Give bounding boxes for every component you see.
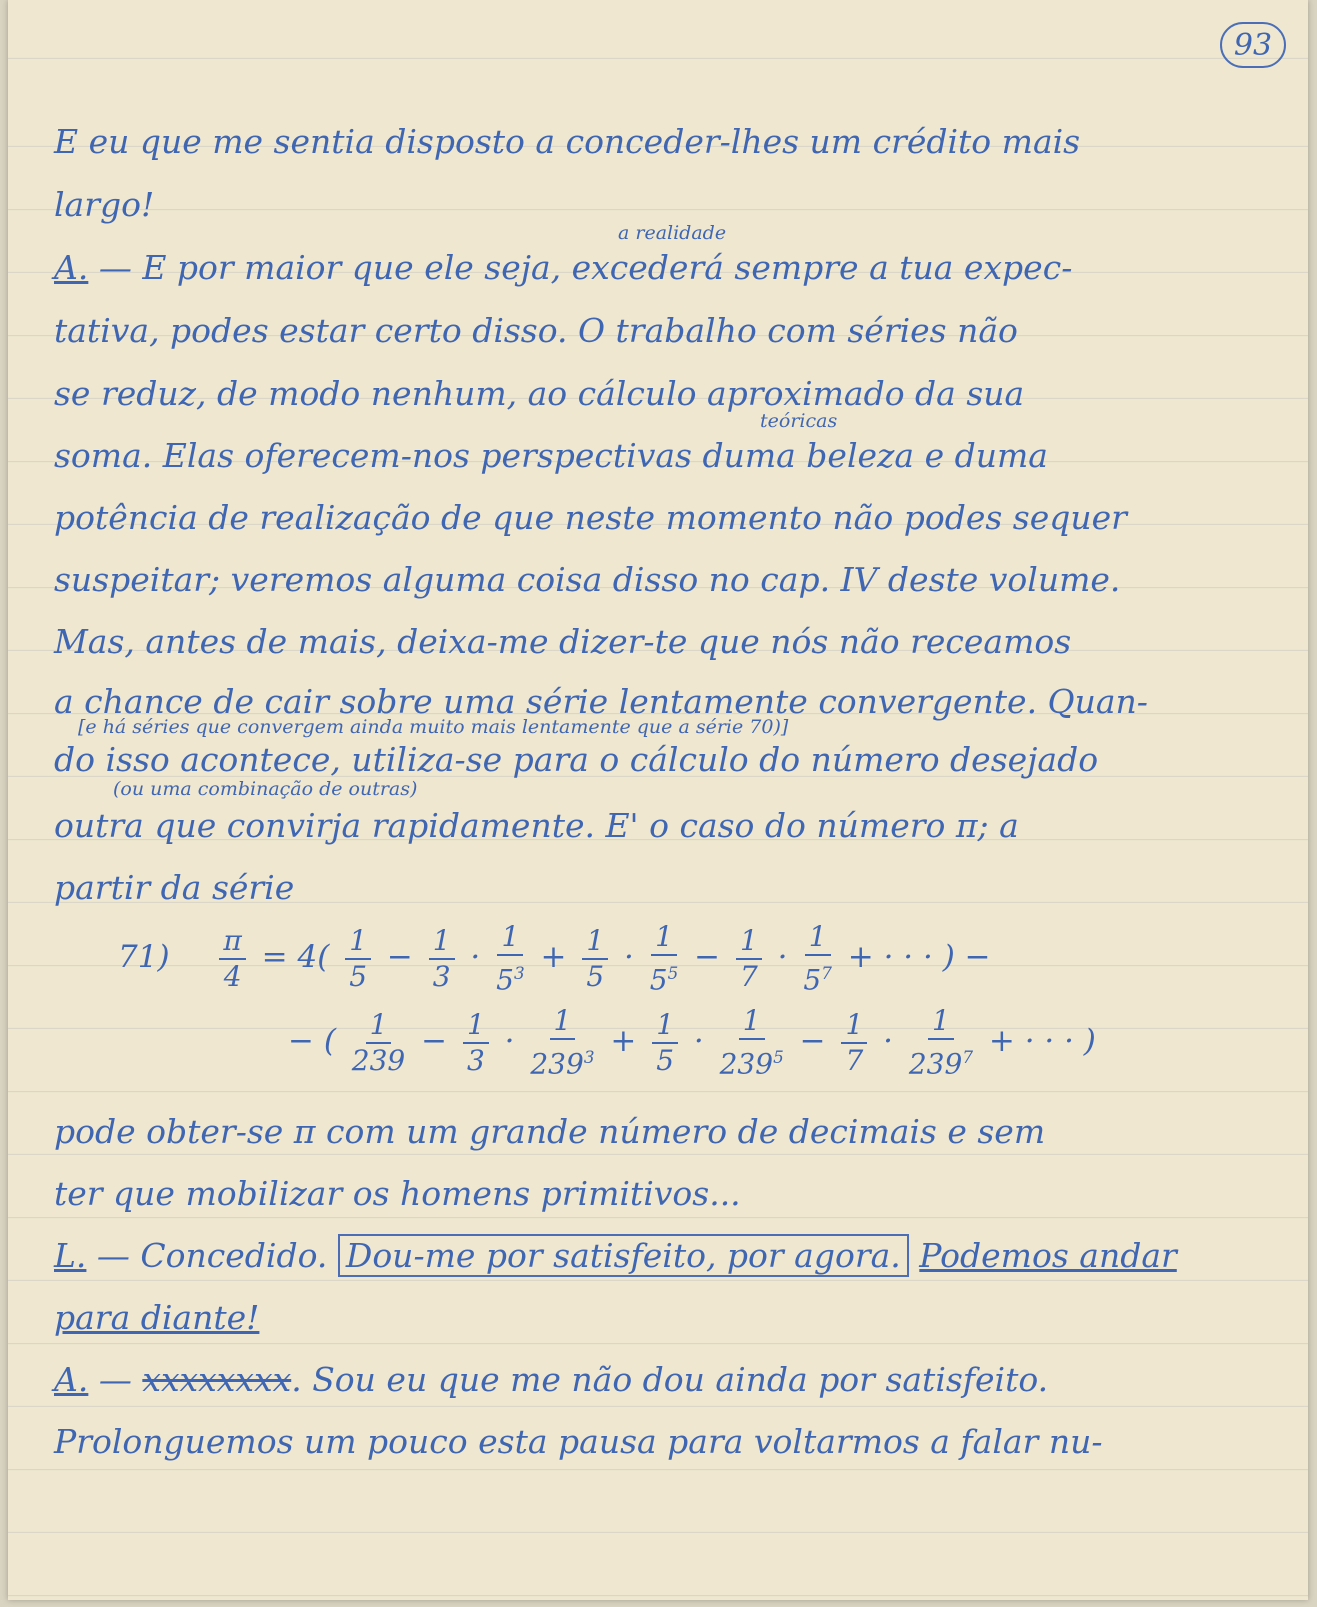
insert-combinacao: (ou uma combinação de outras) xyxy=(113,778,418,800)
text-line-11: do isso acontece, utiliza-se para o cálculo do número desejado xyxy=(54,740,1099,779)
speaker-a-2: A. xyxy=(54,1360,89,1399)
text-line-8: suspeitar; veremos alguma coisa disso no cap. IV deste volume. xyxy=(54,560,1121,599)
insert-realidade: a realidade xyxy=(618,222,727,244)
text-line-7: potência de realização de que neste momento não podes sequer xyxy=(54,498,1127,537)
text-line-1: E eu que me sentia disposto a conceder-lhes um crédito mais xyxy=(54,122,1081,161)
line-a2-rest: . Sou eu que me não dou ainda por satisfeito. xyxy=(291,1360,1049,1399)
text-line-6: soma. Elas oferecem-nos perspectivas duma beleza e duma xyxy=(54,436,1048,475)
equation-lhs xyxy=(219,924,245,994)
text-line-2: largo! xyxy=(54,185,155,224)
line-l-end: Podemos andar xyxy=(919,1236,1177,1275)
line-l-start: — Concedido. xyxy=(96,1236,328,1275)
text-line-15: ter que mobilizar os homens primitivos... xyxy=(54,1174,741,1213)
struck-word: xxxxxxxx xyxy=(142,1360,292,1399)
equation-line-1: 71) $\frac{\pi}{4}$ = 4( $\frac{1}{5}$ − $\frac{1}{3}$ · $\frac{1}{5^3}$ + $\frac{1}{5}$ · $\frac{1}{5^5}$ − $\frac{1}{7}$ · $\frac{1}{5^7}$ + · · · ) − xyxy=(118,920,991,997)
line-l-boxed: Dou-me por satisfeito, por agora. xyxy=(338,1234,909,1277)
text-line-3 xyxy=(54,248,1072,288)
text-line-14: pode obter-se π com um grande número de decimais e sem xyxy=(54,1112,1046,1151)
text-line-a2: A. — xxxxxxxx. Sou eu que me não dou ainda por satisfeito. xyxy=(54,1360,1049,1399)
equation-lhs-denominator: 4 xyxy=(223,959,242,993)
equation-line-2: − ( $\frac{1}{239}$ − $\frac{1}{3}$ · $\frac{1}{239^3}$ + $\frac{1}{5}$ · $\frac{1}{239^5}$ − $\frac{1}{7}$ · $\frac{1}{239^7}$ + · · · ) xyxy=(288,1004,1096,1081)
equation-lhs-numerator: π xyxy=(219,924,245,960)
insert-teoricas: teóricas xyxy=(760,410,838,432)
insert-series: [e há séries que convergem ainda muito mais lentamente que a série 70)] xyxy=(78,716,789,738)
text-line-l xyxy=(54,1236,1177,1276)
manuscript-page xyxy=(8,0,1308,1600)
text-line-l-cont: para diante! xyxy=(54,1298,260,1337)
text-line-12: outra que convirja rapidamente. E' o caso do número π; a xyxy=(54,806,1019,845)
speaker-l: L. xyxy=(54,1236,87,1275)
text-line-10: a chance de cair sobre uma série lentamente convergente. Quan- xyxy=(54,682,1148,721)
speaker-a: A. xyxy=(54,248,89,287)
text-line-9: Mas, antes de mais, deixa-me dizer-te que nós não receamos xyxy=(54,622,1072,661)
text-line-13: partir da série xyxy=(54,868,295,907)
text-line-5: se reduz, de modo nenhum, ao cálculo aproximado da sua xyxy=(54,374,1025,413)
page-number: 93 xyxy=(1220,22,1286,68)
equation-label: 71) xyxy=(118,939,170,976)
text-line-4: tativa, podes estar certo disso. O trabalho com séries não xyxy=(54,311,1018,350)
text-line-last: Prolonguemos um pouco esta pausa para voltarmos a falar nu- xyxy=(54,1422,1103,1461)
text-line-3-body: — E por maior que ele seja, excederá sempre a tua expec- xyxy=(98,248,1073,287)
